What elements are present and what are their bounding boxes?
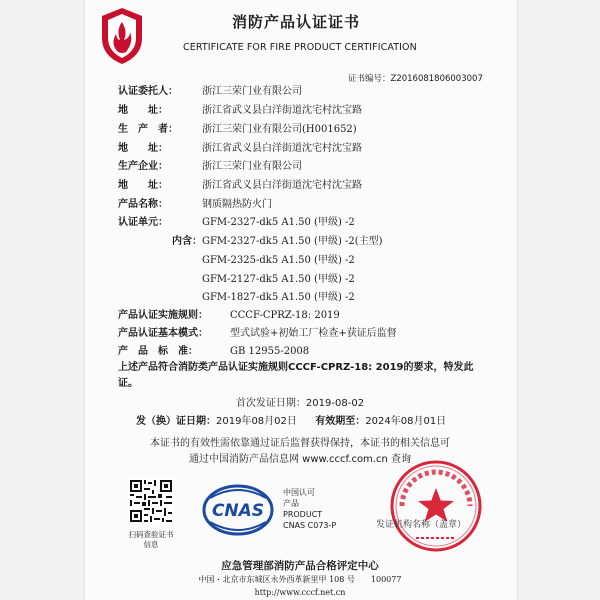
- issuing-organization: 应急管理部消防产品合格评定中心: [221, 560, 379, 572]
- cnas-logo: [202, 484, 274, 536]
- field-applicant-address: 地 址： 浙江省武义县白洋街道沈宅村沈宝路: [118, 105, 362, 116]
- certificate-title-cn: 消防产品认证证书: [232, 13, 361, 31]
- field-product-name: 产品名称： 钢质隔热防火门: [118, 199, 272, 210]
- qr-code[interactable]: [128, 478, 174, 524]
- certificate-number: 证书编号：Z2016081806003007: [348, 74, 483, 84]
- fire-certification-logo: [98, 6, 146, 66]
- first-issue-date: 首次发证日期：2019-08-02: [235, 398, 365, 409]
- organization-website[interactable]: http://www.cccf.net.cn: [254, 588, 346, 597]
- validity-note: 本证书的有效性需依靠通过证后监督获得保持，本证书的相关信息可通过中国消防产品信息网 www.cccf.com.cn 查询: [150, 438, 450, 465]
- field-standard: 产 品 标 准： GB 12955-2008: [118, 346, 310, 357]
- qr-caption: 扫码查验证书信息: [128, 530, 174, 549]
- official-seal-stamp: [388, 458, 484, 554]
- field-manufacturer-address: 地 址： 浙江省武义县白洋街道沈宅村沈宝路: [118, 143, 362, 154]
- field-factory: 生产企业： 浙江三荣门业有限公司: [118, 161, 302, 172]
- field-includes: 内含：GFM-2327-dk5 A1.50 (甲级) -2(主型): [172, 236, 383, 247]
- field-factory-address: 地 址： 浙江省武义县白洋街道沈宅村沈宝路: [118, 180, 362, 191]
- field-manufacturer: 生 产 者： 浙江三荣门业有限公司(H001652): [118, 124, 357, 135]
- organization-address: 中国・北京市东城区永外西革新里甲 108 号 100077: [198, 575, 402, 584]
- issue-date: 发（换）证日期：2019年08月02日 有效期至：2024年08月01日: [136, 416, 447, 427]
- field-applicant: 认证委托人： 浙江三荣门业有限公司: [118, 86, 302, 97]
- certification-conclusion: 上述产品符合消防类产品认证实施规则CCCF-CPRZ-18: 2019的要求，特发此证。: [118, 362, 474, 389]
- certificate-title-en: CERTIFICATE FOR FIRE PRODUCT CERTIFICATION: [183, 42, 417, 53]
- field-mode: 产品认证基本模式： 型式试验+初始工厂检查+获证后监督: [118, 328, 397, 339]
- field-cert-unit: 认证单元： GFM-2327-dk5 A1.50 (甲级) -2: [118, 217, 355, 228]
- field-includes-item: GFM-1827-dk5 A1.50 (甲级) -2: [202, 292, 355, 303]
- field-includes-item: GFM-2127-dk5 A1.50 (甲级) -2: [202, 274, 355, 285]
- field-rules: 产品认证实施规则： CCCF-CPRZ-18: 2019: [118, 310, 340, 321]
- cnas-logo-text: CNAS: [211, 501, 265, 521]
- field-includes-item: GFM-2325-dk5 A1.50 (甲级) -2: [202, 255, 355, 266]
- issuer-label: 发证机构名称（盖章）: [376, 520, 467, 530]
- cnas-accreditation-text: 中国认可 产品 PRODUCT CNAS C073-P: [283, 488, 337, 530]
